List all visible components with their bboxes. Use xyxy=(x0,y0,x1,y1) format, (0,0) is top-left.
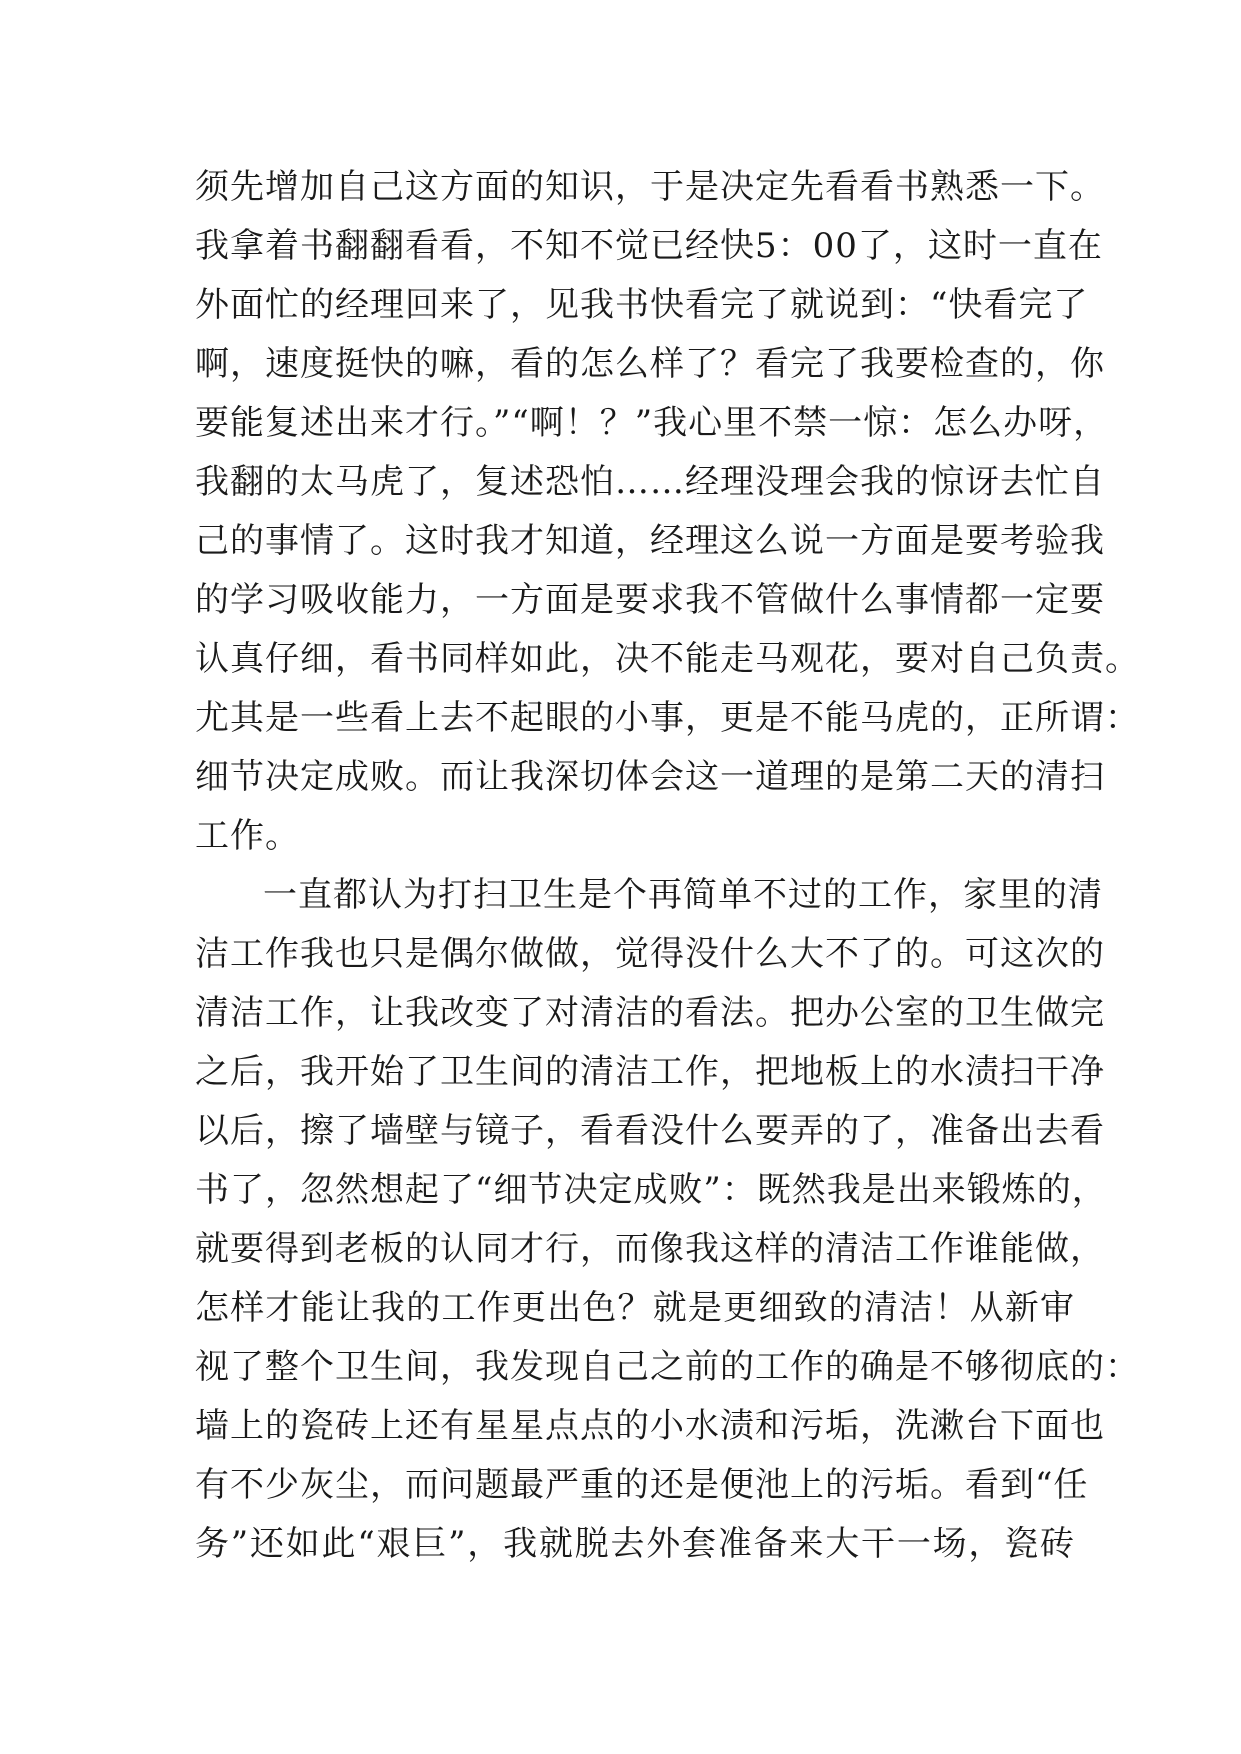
text-line: 之后，我开始了卫生间的清洁工作，把地板上的水渍扫干净 xyxy=(195,1052,1105,1092)
text-line: 工作。 xyxy=(195,816,300,856)
text-line: 我翻的太马虎了，复述恐怕……经理没理会我的惊讶去忙自 xyxy=(195,462,1105,502)
text-line: 一直都认为打扫卫生是个再简单不过的工作，家里的清 xyxy=(263,875,1103,915)
text-line: 以后，擦了墙壁与镜子，看看没什么要弄的了，准备出去看 xyxy=(195,1111,1105,1151)
text-line: 我拿着书翻翻看看，不知不觉已经快5：00了，这时一直在 xyxy=(195,226,1103,266)
paragraph xyxy=(195,158,1140,866)
text-line: 有不少灰尘，而问题最严重的还是便池上的污垢。看到“任 xyxy=(195,1465,1089,1505)
text-line: 外面忙的经理回来了，见我书快看完了就说到：“快看完了 xyxy=(195,285,1089,325)
text-line: 清洁工作，让我改变了对清洁的看法。把办公室的卫生做完 xyxy=(195,993,1105,1033)
text-line: 啊，速度挺快的嘛，看的怎么样了？看完了我要检查的，你 xyxy=(195,344,1105,384)
text-line: 务”还如此“艰巨”，我就脱去外套准备来大干一场，瓷砖 xyxy=(195,1524,1075,1564)
text-line: 墙上的瓷砖上还有星星点点的小水渍和污垢，洗漱台下面也 xyxy=(195,1406,1105,1446)
text-line: 怎样才能让我的工作更出色？就是更细致的清洁！从新审 xyxy=(195,1288,1075,1328)
document-body xyxy=(195,158,1140,1574)
text-line: 己的事情了。这时我才知道，经理这么说一方面是要考验我 xyxy=(195,521,1105,561)
text-line: 的学习吸收能力，一方面是要求我不管做什么事情都一定要 xyxy=(195,580,1105,620)
text-line: 洁工作我也只是偶尔做做，觉得没什么大不了的。可这次的 xyxy=(195,934,1105,974)
text-line: 视了整个卫生间，我发现自己之前的工作的确是不够彻底的： xyxy=(195,1347,1140,1387)
paragraph xyxy=(195,866,1140,1574)
text-line: 就要得到老板的认同才行，而像我这样的清洁工作谁能做， xyxy=(195,1229,1105,1269)
text-line: 认真仔细，看书同样如此，决不能走马观花，要对自己负责。 xyxy=(195,639,1140,679)
text-line: 要能复述出来才行。”“啊！？”我心里不禁一惊：怎么办呀， xyxy=(195,403,1109,443)
text-line: 书了，忽然想起了“细节决定成败”：既然我是出来锻炼的， xyxy=(195,1170,1107,1210)
text-line: 须先增加自己这方面的知识，于是决定先看看书熟悉一下。 xyxy=(195,167,1105,207)
text-line: 尤其是一些看上去不起眼的小事，更是不能马虎的，正所谓： xyxy=(195,698,1140,738)
text-line: 细节决定成败。而让我深切体会这一道理的是第二天的清扫 xyxy=(195,757,1105,797)
